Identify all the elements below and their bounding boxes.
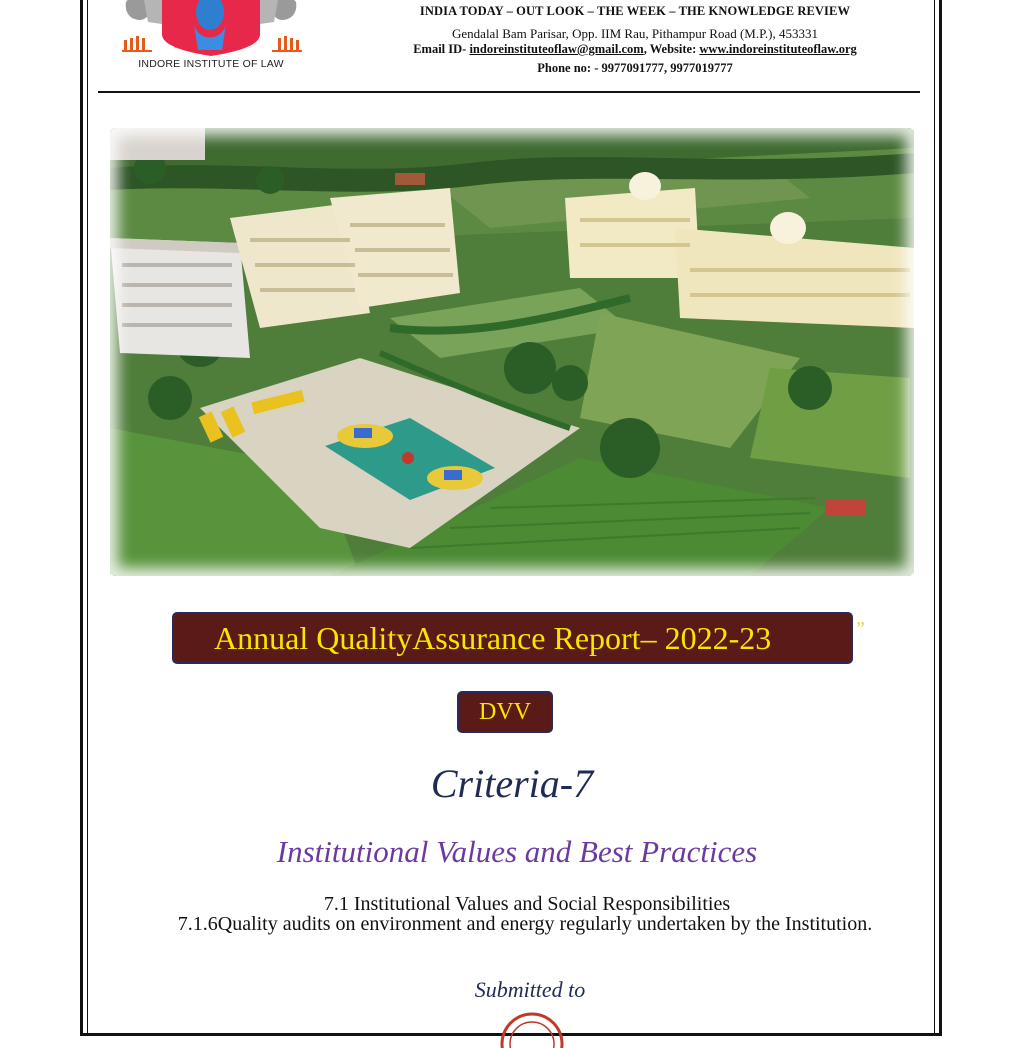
- campus-aerial-photo: [110, 128, 914, 576]
- address-line: Gendalal Bam Parisar, Opp. IIM Rau, Pithampur Road (M.P.), 453331: [452, 26, 818, 41]
- website-link[interactable]: www.indoreinstituteoflaw.org: [699, 42, 857, 56]
- report-title: Annual QualityAssurance Report– 2022-23: [214, 619, 772, 656]
- dvv-badge: [457, 691, 553, 733]
- section-7-1-6: 7.1.6Quality audits on environment and energy regularly undertaken by the Institution.: [177, 913, 873, 935]
- email-label: Email ID-: [413, 42, 467, 56]
- criteria-heading: Criteria-7: [430, 761, 594, 806]
- campus-photo-icon: [110, 128, 914, 576]
- contact-line: [330, 42, 940, 57]
- header-divider: [98, 91, 920, 93]
- dvv-label: DVV: [479, 698, 531, 725]
- phone-line: Phone no: - 9977091777, 9977019777: [537, 61, 733, 75]
- rankings-line: INDIA TODAY – OUT LOOK – THE WEEK – THE KNOWLEDGE REVIEW: [419, 4, 851, 18]
- report-title-banner: [172, 612, 853, 664]
- section-7-1: 7.1 Institutional Values and Social Responsibilities: [323, 893, 731, 915]
- naac-seal-icon: [497, 1008, 567, 1048]
- banner-trailing-quote: ”: [856, 618, 865, 640]
- submitted-to: Submitted to: [474, 977, 586, 1002]
- criteria-name: Institutional Values and Best Practices: [276, 834, 758, 869]
- email-link[interactable]: indoreinstituteoflaw@gmail.com: [469, 42, 644, 56]
- logo-caption: INDORE INSTITUTE OF LAW: [138, 58, 284, 70]
- website-label: , Website:: [643, 42, 697, 56]
